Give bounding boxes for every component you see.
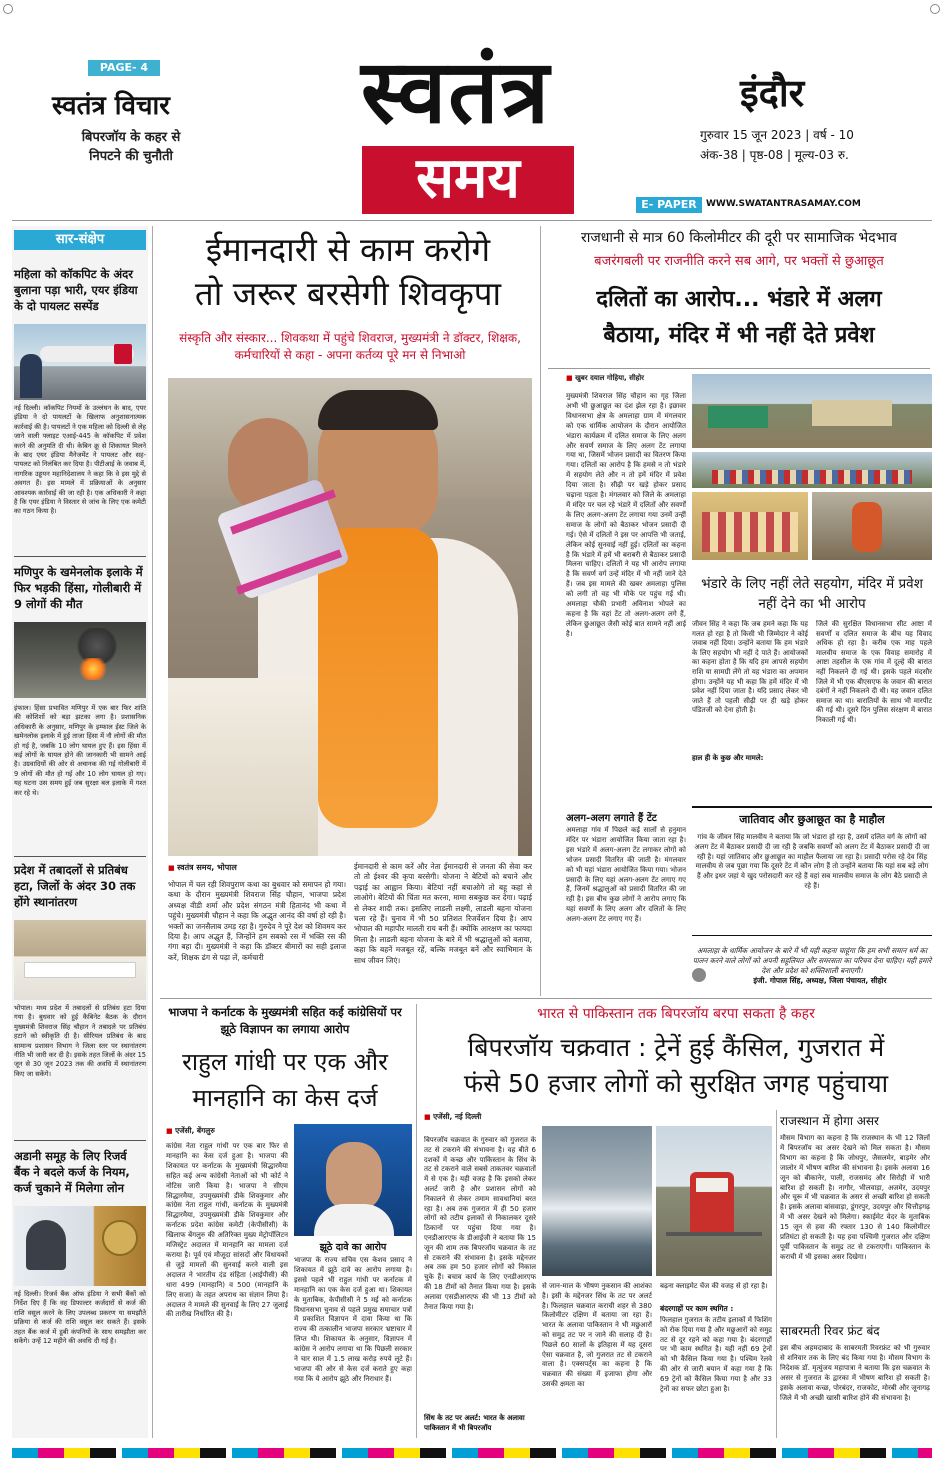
cyclone-col3a: बढ़ना क्लाइमेट चेंज की वजह से हो रहा है। xyxy=(660,1282,768,1290)
inner-col1-end: हाल ही के कुछ और मामले: xyxy=(692,754,764,762)
fire-photo xyxy=(14,622,146,698)
rahul-headline: राहुल गांधी पर एक और मानहानि का केस दर्ज xyxy=(182,1048,388,1112)
bhandara-photo-2 xyxy=(692,452,932,488)
cyclone-byline: ■ एजेंसी, नई दिल्ली xyxy=(424,1112,544,1122)
bank-photo xyxy=(14,1206,146,1286)
epaper-badge: E- PAPER xyxy=(636,197,702,213)
plane-photo xyxy=(14,324,146,400)
rajasthan-head: राजस्थान में होगा असर xyxy=(780,1114,879,1128)
right-kicker-red: बजरंगबली पर राजनीति करने सब आगे, पर भक्तों से छुआछूत xyxy=(594,254,884,269)
sidebar-headline: प्रदेश में तबादलों से प्रतिबंध हटा, जिलों के अंदर 30 तक होंगे स्थानांतरण xyxy=(14,863,136,909)
sabarmati-body: इस बीच अहमदाबाद के साबरमती रिवरफ्रंट को भी गुरुवार से शनिवार तक के लिए बंद किया गया है। मौसम विभाग के निदेशक डॉ. मृत्युंजय महापात्रा ने बताया कि इस चक्रवात के असर से गुजरात के द्वारका में भीषण बारिश हो सकती है। इसके अलावा कच्छ, पोरबंदर, राजकोट, मोरबी और जूनागढ़ जिले में भी अच्छी खासी बारिश होने की संभावना है। xyxy=(780,1344,930,1402)
main-col2: ईमानदारी से काम करें और नेता ईमानदारी से जनता की सेवा कर तो तो ईश्वर की कृपा बरसेगी। योजना ने बेटियों को बचाने और पढ़ाई का आह्वान किया। बेटियां नहीं बचाओगे तो बहू कहां से लाओगे। बेटियों की चिंता मत करना, मामा सबकुछ कर देगा। पढ़ाई से लेकर शादी तक। इसलिए लाडली लक्ष्मी, लाडली बहना योजना चला रहे हैं। चुनाव में भी 50 प्रतिशत रिजर्वेशन दिया है। आप भोपाल की महापौर मालती राय बनी हैं। क्योंकि आरक्षण का फायदा मिला है। लाडली बहना योजना के बारे में भी श्रद्धालुओं को बताया, कहा कि बहनें मजबूत रहें, बल्कि मजबूत बनें और स्वाभिमान के साथ जीवन जिएं। xyxy=(354,862,532,965)
logo-top: स्वतंत्र xyxy=(361,39,551,143)
rahul-col1: कांग्रेस नेता राहुल गांधी पर एक बार फिर से मानहानि का केस दर्ज हुआ है। भाजपा की शिकायत पर कर्नाटक के मुख्यमंत्री सिद्धारमैया सहित कई अन्य कांग्रेसी नेताओं को भी कोर्ट ने नोटिस जारी किया है। भाजपा ने सीएम सिद्धारमैया, उपमुख्यमंत्री डीके शिवकुमार और कांग्रेस नेता राहुल गांधी, कर्नाटक के मुख्यमंत्री सिद्धारमैया, उपमुख्यमंत्री डीके शिवकुमार और कर्नाटक प्रदेश कांग्रेस कमेटी (केपीसीसी) के खिलाफ बेंगलुरु की अतिरिक्त मुख्य मेट्रोपॉलिटन मजिस्ट्रेट अदालत में मानहानि का मामला दर्ज कराया है। पूर्व एवं मौजूदा सांसदों और विधायकों से जुड़े मामलों की सुनवाई करने वाली इस अदालत ने भारतीय दंड संहिता (आईपीसी) की धारा 499 (मानहानि) व 500 (मानहानि के लिए सजा) के तहत अपराध का संज्ञान लिया है। अदालत ने मामले की सुनवाई के लिए 27 जुलाई की तारीख निर्धारित की है। xyxy=(166,1142,288,1319)
right-kicker: राजधानी से मात्र 60 किलोमीटर की दूरी पर सामाजिक भेदभाव xyxy=(581,230,897,246)
rahul-byline: ■ एजेंसी, बेंगलुरु xyxy=(166,1126,286,1136)
bhandara-photo-4 xyxy=(812,492,932,560)
right-subhead: अलग-अलग लगाते हैं टेंट xyxy=(566,813,657,824)
cyclone-headline: बिपरजॉय चक्रवात : ट्रेनें हुई कैंसिल, गुजरात में फंसे 50 हजार लोगों को सुरक्षित जगह पहुंचाया xyxy=(463,1033,889,1098)
inner-col1: जीवन सिंह ने कहा कि जब हमने कहा कि यह गलत हो रहा है तो किसी भी जिम्मेदार ने कोई जवाब नहीं दिया। उन्होंने बताया कि हम भंडारे के लिए सहयोग भी नहीं दे पाते हैं। आयोजकों का कहना होता है कि यदि हम आपसे सहयोग राशि या सामग्री लेंगे तो यह भंडारा का अपमान होगा। उन्होंने यह भी कहा कि हमें मंदिर में भी प्रवेश नहीं दिया जाता है। यदि प्रसाद लेकर भी जाते हैं तो पहली सीढ़ी पर ही खड़े होकर पंडितजी को देना होती है। xyxy=(692,620,808,715)
sidebar-headline: महिला को कॉकपिट के अंदर बुलाना पड़ा भारी, एयर इंडिया के दो पायलट सस्पेंड xyxy=(14,267,138,313)
issue-line: अंक-38 | पृष्ठ-08 | मूल्य-03 रु. xyxy=(700,148,849,162)
sidebar-title: सार-संक्षेप xyxy=(14,230,146,250)
color-bar xyxy=(12,1448,932,1458)
meeting-photo xyxy=(14,920,146,1000)
sidebar-headline: अडानी समूह के लिए रिजर्व बैंक ने बदले कर्ज के नियम, कर्ज चुकाने में मिलेगा लोन xyxy=(14,1149,130,1195)
bhandara-photo-1 xyxy=(692,374,932,448)
sidebar-body: नई दिल्ली। कॉकपिट नियमों के उल्लंघन के बाद, एयर इंडिया ने दो पायलटों के खिलाफ अनुशासनात्मक कार्रवाई की है। पायलटों ने एक महिला को दिल्ली से लेह जाने वाली फ्लाइट एआई-445 के कॉकपिट में प्रवेश करने की अनुमति दी थी। केबिन क्रू से शिकायत मिलने के बाद एयर इंडिया मैनेजमेंट ने पायलट और सह-पायलट को निलंबित कर दिया है। पीटीआई के जवाब में, नागरिक उड्डयन महानिदेशालय ने कहा कि वे इस मुद्दे से अवगत हैं। इस मामले में प्रक्रियाओं के अनुसार आवश्यक कार्रवाई की जा रही है। एक अधिकारी ने कहा है कि एयर इंडिया ने विस्तार से जांच के लिए एक कमेटी का गठन किया है। xyxy=(14,404,146,516)
sidebar-headline: मणिपुर के खमेनलोक इलाके में फिर भड़की हिंसा, गोलीबारी में 9 लोगों की मौत xyxy=(14,565,143,611)
right-byline: ■ खुबर दयाल गोहिया, सीहोर xyxy=(566,374,686,383)
section-title: स्वतंत्र विचार xyxy=(52,91,170,121)
quote-text: अमलाहा के धार्मिक आयोजन के बारे में भी यही कहना चाहूंगा कि हम सभी समान धर्म का पालन करने वाले लोगों को अपनी सहूलियत और समरसता का परिचय देना चाहिए। यही हमारे देश और प्रदेश को शक्तिशाली बनाएगी। xyxy=(692,946,932,975)
sidebar-body: इंफाल। हिंसा प्रभावित मणिपुर में एक बार फिर शांति की कोशिशों को बड़ा झटका लगा है। प्रशासनिक अधिकारी के अनुसार, मणिपुर के इम्फाल ईस्ट जिले के खमेनलोक इलाके में हुई ताजा हिंसा में नौ लोगों की मौत हो गई है, जबकि 10 लोग घायल हुए हैं। इस हिंसा में कई लोगों के घायल होने की जानकारी भी सामने आई है। उग्रवादियों की ओर से अचानक की गई गोलीबारी में 9 लोगों की मौत हो गई और 10 लोग घायल हो गए। यह घटना उस समय हुई जब सुरक्षा बल इलाके में गश्त कर रहे थे। xyxy=(14,704,146,797)
page-tag: PAGE- 4 xyxy=(88,60,160,76)
train-photo xyxy=(656,1126,772,1276)
rajasthan-body: मौसम विभाग का कहना है कि राजस्थान के भी 12 जिलों में बिपरजॉय का असर देखने को मिल सकता है। मौसम विभाग का कहना है कि जोधपुर, जैसलमेर, बाड़मेर और जालोर में भीषण बारिश की संभावना है। इसके अलावा 16 जून को बीकानेर, पाली, राजसमंद और सिरोही में भारी बारिश हो सकती है। नागौर, भीलवाड़ा, अजमेर, उदयपुर और चूरू में भी चक्रवात के असर से अच्छी बारिश हो सकती है। इसके अलावा बांसवाड़ा, डूंगरपुर, उदयपुर और चित्तौड़गढ़ में भी असर देखने को मिलेगा। स्काईमेट वेदर के मुताबिक 15 जून से हवा की रफ्तार 130 से 140 किलोमीटर प्रतिघंटा हो सकती है। यह हवा पश्चिमी गुजरात और दक्षिण पूर्वी पाकिस्तान के समुद्र तट से टकराएगी। पाकिस्तान के कराची में भी इसका असर दिखेगा। xyxy=(780,1134,930,1261)
cyclone-col1-tail: सिंध के तट पर अलर्ट: भारत के अलावा पाकिस्तान में भी बिपरजॉय xyxy=(424,1414,525,1432)
main-byline: ■ स्वतंत्र समय, भोपाल xyxy=(168,862,348,873)
cyclone-col3-sub: बंदरगाहों पर काम स्थगित : xyxy=(660,1304,734,1313)
website-link[interactable]: WWW.SWATANTRASAMAY.COM xyxy=(706,199,861,209)
rahul-photo xyxy=(294,1124,412,1236)
cyclone-col2: से जान-माल के भीषण नुकसान की आशंका है। इसी के मद्देनजर सिंध के तट पर अलर्ट है। फिलहाल चक्रवात कराची शहर से 380 किलोमीटर दक्षिण में बताया जा रहा है। भारत के अलावा पाकिस्तान ने भी मछुआरों को समुद्र तट पर न जाने की सलाह दी है। पिछले 60 सालों के इतिहास में यह दूसरा ऐसा चक्रवात है, जो गुजरात तट से टकराने वाला है। एक्सपर्ट्स का कहना है कि चक्रवात की संख्या में इजाफा होगा और उसकी क्षमता का xyxy=(542,1282,652,1388)
logo xyxy=(246,36,666,216)
inner-headline: भंडारे के लिए नहीं लेते सहयोग, मंदिर में प्रवेश नहीं देने का भी आरोप xyxy=(701,576,923,612)
rahul-kicker: भाजपा ने कर्नाटक के मुख्यमंत्री सहित कई कांग्रेसियों पर झूठे विज्ञापन का लगाया आरोप xyxy=(168,1005,402,1036)
quote-avatar xyxy=(692,968,706,982)
bhandara-photo-3 xyxy=(692,492,808,560)
city-name: इंदौर xyxy=(740,70,805,115)
inner-col2: जिले की सुरक्षित विधानसभा सीट आष्टा में सवर्णों व दलित समाज के बीच यह विवाद अधिक हो रहा है। करीब एक माह पहले मालवीय समाज के एक विवाह समारोह में आष्टा तहसील के एक गांव में दूल्हे की बारात नहीं निकलने दी गई थी। इसके पहले मंदसौर जिले में भी एक बीएसएफ के जवान की बारात दबंगों ने नहीं निकलने दी थी। यह जवान दलित समाज का था। बारातियों के साथ भी मारपीट की गई थी। दूसरे दिन पुलिस संरक्षण में बारात निकाली गई थी। xyxy=(816,620,932,724)
logo-bottom: समय xyxy=(416,146,520,211)
main-col1: भोपाल में चल रही शिवपुराण कथा का बुधवार को समापन हो गया। कथा के दौरान मुख्यमंत्री शिवराज सिंह चौहान, भाजपा प्रदेश अध्यक्ष वीडी शर्मा और प्रदेश संगठन मंत्री हितानंद भी कथा में पहुंचे। मुख्यमंत्री चौहान ने कहा कि अद्भुत आनंद की वर्षा हो रही है। भक्तों का जनसैलाब उमड़ रहा है। गुरुदेव ने पूरे देश को शिवमय कर दिया है। आप अद्भुत हैं, जिन्होंने हम सबको रस में भक्ति रस की गंगा बहा दी। मुख्यमंत्री ने कहा कि डॉक्टर बीमारों का सही इलाज करें, शिक्षक ढंग से पढ़ा लें, कर्मचारी xyxy=(168,880,346,962)
main-deck: संस्कृति और संस्कार... शिवकथा में पहुंचे शिवराज, मुख्यमंत्री ने डॉक्टर, शिक्षक, कर्मचारियों से कहा - अपना कर्तव्य पूरे मन से निभाओ xyxy=(179,331,521,362)
cyclone-col3b: फिलहाल गुजरात के तटीय इलाकों में फिशिंग को रोक दिया गया है और मछुआरों को समुद्र तट से दूर रहने को कहा गया है। बंदरगाहों पर भी काम स्थगित है। यही नहीं 69 ट्रेनों को भी कैंसिल किया गया है। पश्चिम रेलवे की ओर से जारी बयान में कहा गया है कि 69 ट्रेनों को कैंसिल किया गया है और 33 ट्रेनों का सफर छोटा हुआ है। xyxy=(660,1316,772,1393)
shivraj-photo xyxy=(168,378,532,856)
sidebar-body: भोपाल। मध्य प्रदेश में तबादलों से प्रतिबंध हटा दिया गया है। बुधवार को हुई कैबिनेट बैठक के दौरान मुख्यमंत्री शिवराज सिंह चौहान ने तबादले पर प्रतिबंध हटाने को स्वीकृति दी है। सीरियल प्रतिबंध के बाद सामान्य प्रशासन विभाग ने जिला स्तर पर स्थानांतरण नीति भी जारी कर दी है। इसके तहत जिलों के अंदर 15 जून से 30 जून 2023 तक की अवधि में स्थानांतरण किए जा सकेंगे। xyxy=(14,1004,146,1078)
registration-mark xyxy=(3,4,13,14)
cyclone-col1: बिपरजॉय चक्रवात के गुरुवार को गुजरात के तट से टकराने की संभावना है। वह बीते 6 दशकों में कच्छ और पाकिस्तान के सिंध के तट से टकराने वाले सबसे ताकतवर चक्रवातों में से एक है। यही वजह है कि इसको लेकर अलर्ट जारी है और प्रशासन लोगों को निकालने से लेकर तमाम सावधानियां बरत रहा है। अब तक गुजरात में ही 50 हजार लोगों को तटीय इलाकों से निकालकर दूसरे ठिकानों पर पहुंचा दिया गया है। एनडीआरएफ के डीआईजी ने बताया कि 15 जून की शाम तक बिपरजॉय चक्रवात के तट से टकराने की संभावना है। इसके मद्देनजर अब तक हम 50 हजार लोगों को निकाल चुके हैं। बचाव कार्य के लिए एनडीआरएफ की 18 टीमों को तैनात किया गया है। इसके अलावा एसडीआरएफ की भी 13 टीमों को तैनात किया गया है। xyxy=(424,1136,536,1311)
rahul-col2: भाजपा के राज्य सचिव एस केशव प्रसाद ने शिकायत में झूठे दावे का आरोप लगाया है। इससे पहले भी राहुल गांधी पर कर्नाटक में मानहानि का एक केस दर्ज हुआ था। शिकायत के मुताबिक, केपीसीसी ने 5 मई को कर्नाटक विधानसभा चुनाव से पहले प्रमुख समाचार पत्रों में प्रकाशित विज्ञापन में दावा किया था कि राज्य की तत्कालीन भाजपा सरकार भ्रष्टाचार में लिप्त थी। शिकायत के अनुसार, विज्ञापन में कांग्रेस ने आरोप लगाया था कि पिछली सरकार ने चार साल में 1.5 लाख करोड़ रुपये लूटे हैं। भाजपा की ओर से केस दर्ज कराते हुए कहा गया कि ये आरोप झूठे और निराधार हैं। xyxy=(294,1256,412,1383)
date-line: गुरुवार 15 जून 2023 | वर्ष - 10 xyxy=(700,128,854,142)
registration-mark xyxy=(930,4,940,14)
cyclone-kicker: भारत से पाकिस्तान तक बिपरजॉय बरपा सकता है कहर xyxy=(537,1006,815,1022)
section-teaser: बिपरजॉय के कहर से निपटने की चुनौती xyxy=(81,130,181,164)
storm-waves-photo xyxy=(542,1126,652,1276)
rahul-photo-caption: झूठे दावे का आरोप xyxy=(319,1242,387,1253)
caste-box-title: जातिवाद और छुआछूत का है माहौल xyxy=(739,813,885,826)
caste-box-body: गांव के जीवन सिंह मालवीय ने बताया कि जो भंडारा हो रहा है, उसमें दलित वर्ग के लोगों को अलग टेंट में बैठाकर प्रसादी दी जा रही है जबकि सवर्णों को अलग टेंट में बैठाकर प्रसादी दी जा रही है। यहां जातिवाद और छुआछूत का माहौल फैलाया जा रहा है। प्रसादी परोस रहे देव सिंह मालवीय से जब पूछा गया कि दूसरे टेंट में कौन लोग हैं तो उन्होंने बताया कि यहां सब बड़े लोग हैं और इधर जहां ये खुद परोसदारी कर रहे हैं वहां सब मालवीय समाज के लोग बैठे प्रसादी ले रहे हैं। xyxy=(694,833,930,890)
main-headline: ईमानदारी से काम करोगे तो जरूर बरसेगी शिवकृपा xyxy=(194,230,502,313)
quote-attribution: इंजी. गोपाल सिंह, अध्यक्ष, जिला पंचायत, सीहोर xyxy=(753,976,887,985)
caste-box xyxy=(692,806,932,936)
right-col1b: अमलाहा गांव में पिछले कई सालों से हनुमान मंदिर पर भंडारा आयोजित किया जाता रहा है। इस भंडारे में अलग-अलग टेंट लगाकर लोगों को भोजन प्रसादी वितरित की जाती है। मंगलवार को भी यहां भंडारा आयोजित किया गया। भोजन प्रसादी के लिए यहां अलग-अलग टेंट लगाए गए हैं, जिनमें श्रद्धालुओं को प्रसादी वितरित की जा रही है। इस बीच कुछ लोगों ने आरोप लगाए कि यहां सवर्णों के लिए अलग और दलितों के लिए अलग-अलग टेंट लगाए गए हैं। xyxy=(566,826,686,924)
right-col1: मुख्यमंत्री शिवराज सिंह चौहान का गृह जिला अभी भी छुआछूत का दंश झेल रहा है। इछावर विधानसभा क्षेत्र के अमलाहा ग्राम में मंगलवार को एक धार्मिक आयोजन के दौरान आयोजित भंडारा कार्यक्रम में दलित समाज के लिए अलग और सवर्ण समाज के लिए अलग टेंट लगाया गया था, जिसमें भोजन प्रसादी का वितरण किया गया। दलितों का आरोप है कि हमसे न तो भंडारे में सहयोग लेते और न तो हमें मंदिर में प्रवेश दिया जाता है। सीढ़ी पर खड़े होकर प्रसाद चढ़ाना पड़ता है। मंगलवार को जिले के अमलाहा में मंदिर पर चल रहे भंडारे में दलितों और सवर्णों के लिए अलग-अलग टेंट लगाया गया उनमें उन्हीं समाज के लोगों को बैठाकर भोजन प्रसादी दी गई। ऐसे में दलितों ने इस पर आपत्ति भी जताई, लेकिन कोई सुनवाई नहीं हुई। दलितों का कहना है कि भंडारे में हमें भी बराबरी से बैठाकर प्रसादी मिलना चाहिए। दलितों ने यह भी आरोप लगाया है कि सवर्ण वर्ग उन्हें मंदिर में भी नहीं जाने देते हैं। जब इस मामले की खबर अमलाहा पुलिस को लगी तो वह भी मौके पर पहुंच गई थी। अमलाहा चौकी प्रभारी अविनाश भोपले का कहना है कि वहां टेंट तो अलग-अलग लगे हैं, लेकिन छुआछूत जैसी कोई बात सामने नहीं आई है। xyxy=(566,392,686,638)
sabarmati-head: साबरमती रिवर फ्रंट बंद xyxy=(780,1324,880,1338)
right-headline: दलितों का आरोप... भंडारे में अलग बैठाया, मंदिर में भी नहीं देते प्रवेश xyxy=(596,287,882,348)
sidebar-body: नई दिल्ली। रिजर्व बैंक ऑफ इंडिया ने सभी बैंकों को निर्देश दिए हैं कि वह डिफाल्टर कर्जदारों से कर्ज की राशि वसूल करने के लिए उपलब्ध प्रकरण या समझौते प्रक्रिया से कर्ज की राशि वसूल कर सकते हैं। इसके तहत बैंक कर्ज में डूबी कंपनियों के साथ समझौता कर सकेंगे। उन्हें 12 महीने की अवधि दी गई है। xyxy=(14,1290,146,1346)
